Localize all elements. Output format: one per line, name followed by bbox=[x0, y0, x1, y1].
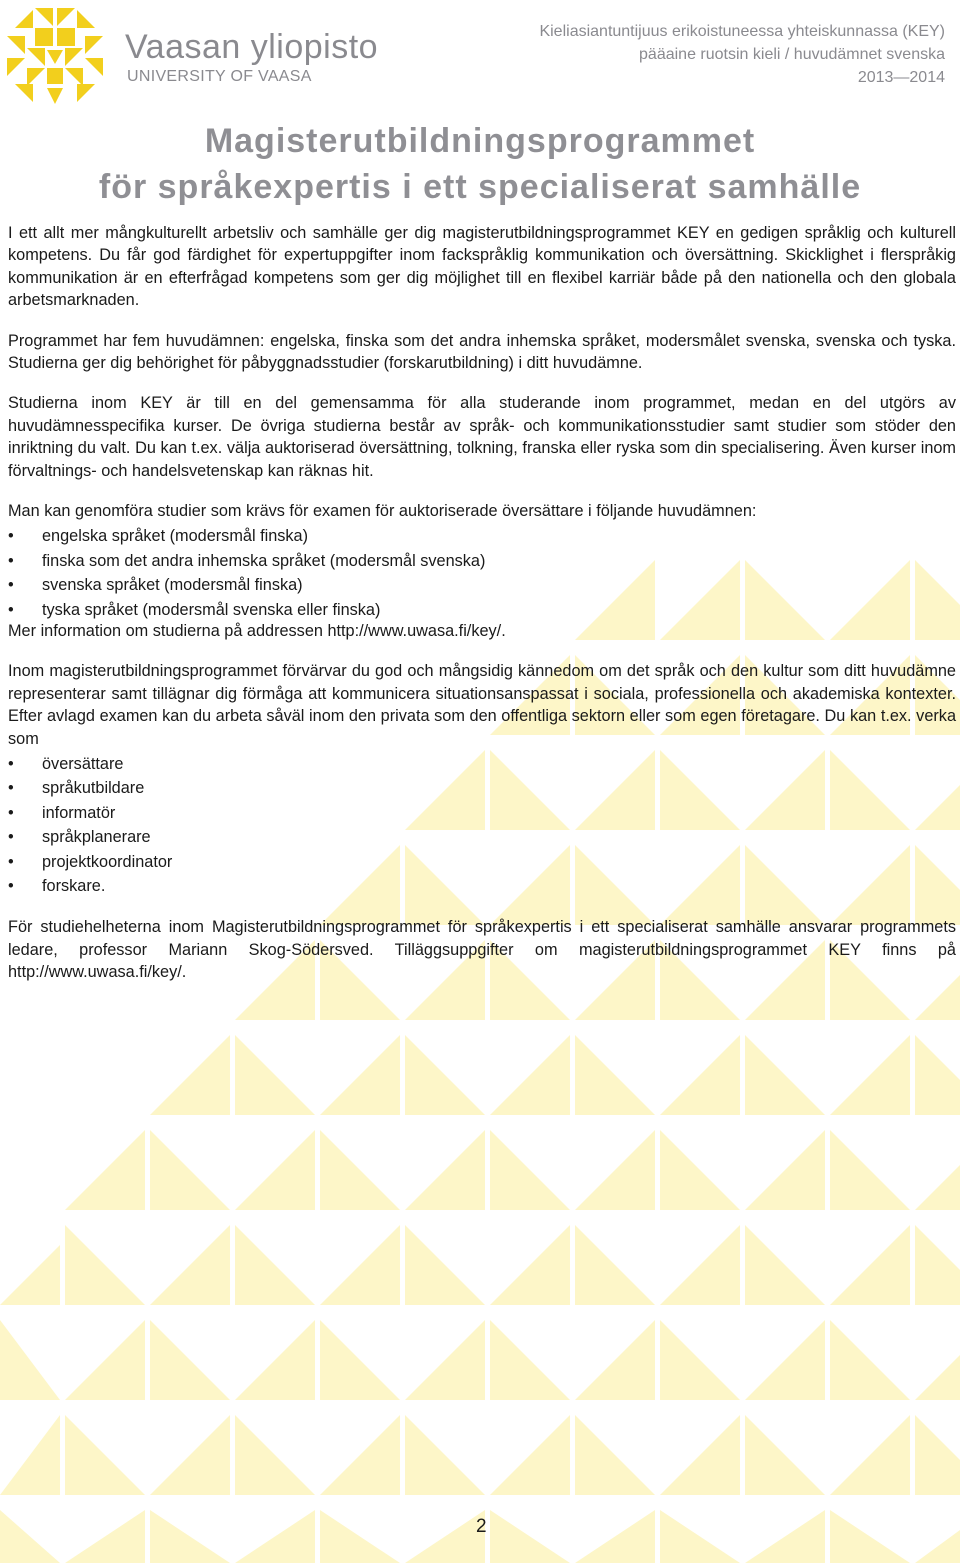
list-item: • projektkoordinator bbox=[8, 850, 956, 874]
career-paragraph: Inom magisterutbildningsprogrammet förvärvar du god och mångsidig kännedom om det språk och den kultur som ditt huvudämne representerar samt tillägnar dig förmåga att kommunicera situationsanspassat i sociala, professionella och akademiska kontexter. Efter avlagd examen kan du arbeta såväl inom den privata som den offentliga sektorn eller som egen företagare. Du kan t.ex. verka som bbox=[8, 662, 956, 748]
translator-subjects-list bbox=[8, 524, 956, 622]
bullet-icon: • bbox=[8, 779, 14, 798]
list-item: • tyska språket (modersmål svenska eller finska) bbox=[8, 598, 956, 622]
list-item: • forskare. bbox=[8, 874, 956, 898]
academic-year: 2013—2014 bbox=[857, 69, 945, 86]
intro-paragraph: I ett allt mer mångkulturellt arbetsliv och samhälle ger dig magisterutbildningsprogrammet KEY en gedigen språklig och kulturell kompetens. Du får god färdighet för expertuppgifter inom fackspråklig kommunikation och översättning. Skicklighet i flerspråkig kommunikation är en efterfrågad kompetens som ger dig möjlighet till en flexibel karriär både på den nationella och den globala arbetsmarknaden. bbox=[8, 224, 956, 310]
list-item: • språkplanerare bbox=[8, 825, 956, 849]
brand-name: Vaasan yliopisto bbox=[125, 28, 379, 66]
majors-paragraph: Programmet har fem huvudämnen: engelska, finska som det andra inhemska språket, modersmålet svenska, svenska och tyska. Studierna ger dig behörighet för påbyggnadsstudier (forskarutbildning) i ditt huvudämne. bbox=[8, 331, 956, 373]
bullet-icon: • bbox=[8, 877, 14, 896]
title-line-2: för språkexpertis i ett specialiserat samhälle bbox=[98, 168, 862, 206]
bullet-icon: • bbox=[8, 551, 14, 570]
program-name: Kieliasiantuntijuus erikoistuneessa yhteiskunnassa (KEY) bbox=[539, 23, 945, 40]
contact-paragraph: För studiehelheterna inom Magisterutbildningsprogrammet för språkexpertis i ett specialiserat samhälle ansvarar programmets ledare, professor Mariann Skog-Södersved. Tilläggsuppgifter om magisterutbildningsprogrammet KEY finns på http://www.uwasa.fi/key/. bbox=[8, 918, 956, 982]
bullet-icon: • bbox=[8, 600, 14, 619]
page-title bbox=[0, 118, 960, 210]
list-item: • engelska språket (modersmål finska) bbox=[8, 524, 956, 548]
bullet-icon: • bbox=[8, 576, 14, 595]
bullet-icon: • bbox=[8, 852, 14, 871]
list-item: • svenska språket (modersmål finska) bbox=[8, 573, 956, 597]
bullet-icon: • bbox=[8, 755, 14, 774]
major-subject: pääaine ruotsin kieli / huvudämnet svenska bbox=[639, 46, 945, 63]
translator-paragraph: Man kan genomföra studier som krävs för examen för auktoriserade översättare i följande huvudämnen: bbox=[8, 502, 757, 521]
document-body bbox=[8, 222, 956, 1002]
logo-mark-icon bbox=[5, 6, 105, 106]
program-header bbox=[539, 20, 945, 89]
university-logo bbox=[5, 6, 405, 106]
list-item: • språkutbildare bbox=[8, 776, 956, 800]
bullet-icon: • bbox=[8, 828, 14, 847]
bullet-icon: • bbox=[8, 803, 14, 822]
bullet-icon: • bbox=[8, 527, 14, 546]
title-line-1: Magisterutbildningsprogrammet bbox=[204, 122, 756, 160]
more-info-paragraph: Mer information om studierna på addressen http://www.uwasa.fi/key/. bbox=[8, 622, 506, 641]
list-item: • informatör bbox=[8, 801, 956, 825]
brand-subtitle: UNIVERSITY OF VAASA bbox=[127, 68, 312, 85]
list-item: • finska som det andra inhemska språket (modersmål svenska) bbox=[8, 549, 956, 573]
list-item: • översättare bbox=[8, 752, 956, 776]
page-number: 2 bbox=[476, 1516, 487, 1537]
studies-paragraph: Studierna inom KEY är till en del gemensamma för alla studerande inom programmet, medan en del utgörs av huvudämnesspecifika kurser. De övriga studierna består av språk- och kommunikationsstudier samt studier som stöder den inriktning du valt. Du kan t.ex. välja auktoriserad översättning, tolkning, franska eller ryska som din specialisering. Även kurser inom förvaltnings- och handelsvetenskap kan räknas hit. bbox=[8, 394, 956, 480]
career-list bbox=[8, 752, 956, 898]
